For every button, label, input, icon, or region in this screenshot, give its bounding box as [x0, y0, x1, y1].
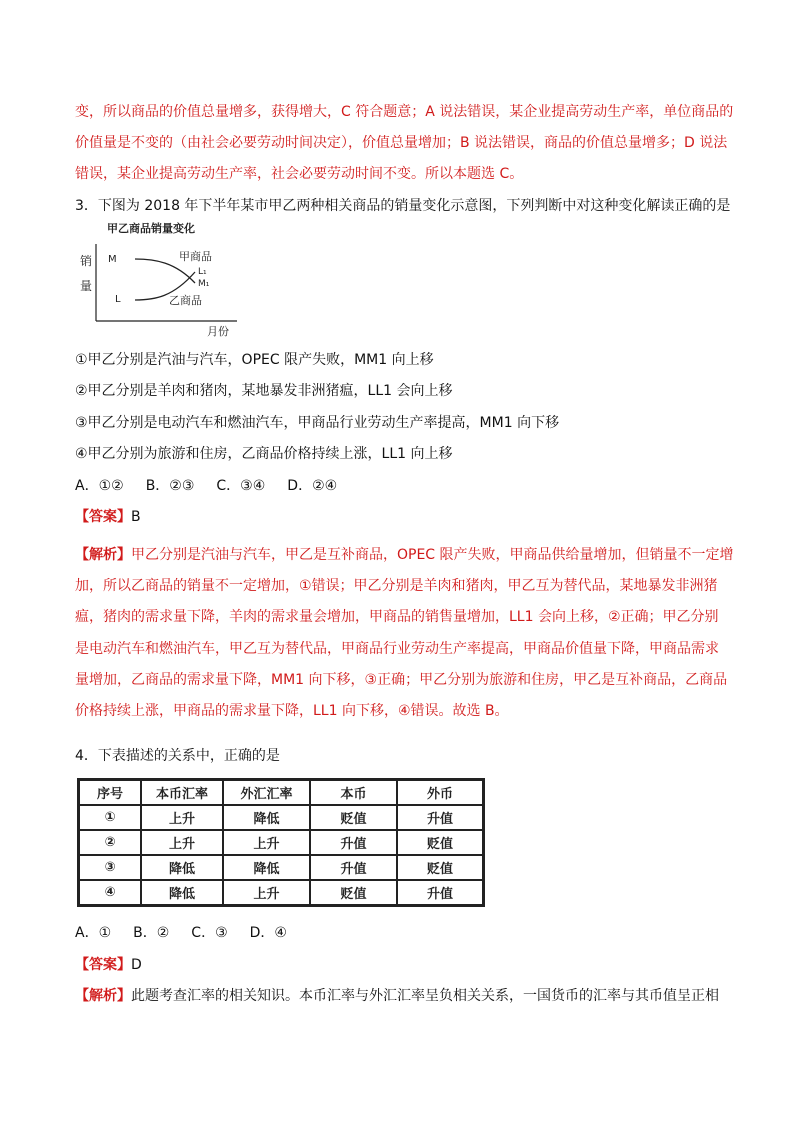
q3-analysis-line: 量增加，乙商品的需求量下降，MM1 向下移，③正确；甲乙分别为旅游和住房，甲乙是互补商品，乙商品 — [75, 672, 728, 688]
y-label-2: 量 — [80, 279, 93, 293]
q4-analysis-line — [75, 986, 719, 1006]
label-l1: L₁ — [198, 267, 207, 277]
q3-option-d[interactable]: D．②④ — [287, 478, 338, 494]
answer-value: D — [131, 957, 142, 973]
table-cell: 降低 — [141, 880, 223, 906]
table-row — [79, 830, 484, 855]
series-jia-label: 甲商品 — [179, 250, 212, 263]
label-m: M — [108, 254, 117, 265]
table-cell: 贬值 — [310, 805, 397, 830]
q3-analysis-line: 价格持续上涨，甲商品的需求量下降，LL1 向下移，④错误。故选 B。 — [75, 703, 509, 719]
table-row — [79, 805, 484, 830]
intro-line: 变，所以商品的价值总量增多，获得增大，C 符合题意；A 说法错误，某企业提高劳动生产率，单位商品的 — [75, 104, 734, 120]
table-cell: 上升 — [223, 830, 310, 855]
table-header: 本币 — [310, 780, 397, 806]
x-label: 月份 — [207, 325, 229, 338]
series-yi-label: 乙商品 — [169, 294, 202, 307]
answer-tag: 【答案】 — [75, 509, 131, 525]
y-label-1: 销 — [80, 254, 93, 268]
answer-value: B — [131, 509, 141, 525]
intro-line: 错误，某企业提高劳动生产率，社会必要劳动时间不变。所以本题选 C。 — [75, 166, 524, 182]
q3-options — [75, 476, 359, 496]
q3-analysis-line: 加，所以乙商品的销量不一定增加，①错误；甲乙分别是羊肉和猪肉，甲乙互为替代品，某地暴发非洲猪 — [75, 578, 718, 594]
table-cell: ② — [79, 830, 142, 855]
intro-line: 价值量是不变的（由社会必要劳动时间决定），价值总量增加；B 说法错误，商品的价值总量增多；D 说法 — [75, 135, 728, 151]
q4-answer — [75, 955, 142, 975]
answer-tag: 【答案】 — [75, 957, 131, 973]
analysis-text: 甲乙分别是汽油与汽车，甲乙是互补商品，OPEC 限产失败，甲商品供给量增加，但销量不一定增 — [131, 547, 734, 563]
table-header: 序号 — [79, 780, 142, 806]
q3-analysis-line — [75, 545, 734, 565]
q3-option-c[interactable]: C．③④ — [216, 478, 266, 494]
q3-stem: 3．下图为 2018 年下半年某市甲乙两种相关商品的销量变化示意图，下列判断中对这种变化解读正确的是 — [75, 198, 731, 214]
table-cell: 升值 — [397, 805, 484, 830]
table-cell: 上升 — [141, 805, 223, 830]
label-m1: M₁ — [198, 279, 210, 289]
table-row — [79, 855, 484, 880]
exchange-rate-table — [77, 778, 485, 907]
table-cell: 升值 — [310, 830, 397, 855]
q4-options — [75, 923, 309, 943]
table-cell: ③ — [79, 855, 142, 880]
table-cell: ① — [79, 805, 142, 830]
table-cell: 上升 — [223, 880, 310, 906]
analysis-text: 此题考查汇率的相关知识。本币汇率与外汇汇率呈负相关关系，一国货币的汇率与其币值呈正相 — [131, 988, 719, 1004]
table-cell: 升值 — [397, 880, 484, 906]
table-cell: 上升 — [141, 830, 223, 855]
table-header-row — [79, 780, 484, 806]
table-cell: 贬值 — [397, 855, 484, 880]
q4-option-a[interactable]: A．① — [75, 925, 112, 941]
label-l: L — [115, 294, 121, 305]
table-header: 本币汇率 — [141, 780, 223, 806]
chart-title: 甲乙商品销量变化 — [107, 222, 195, 235]
analysis-tag: 【解析】 — [75, 988, 131, 1004]
q3-option-b[interactable]: B．②③ — [145, 478, 195, 494]
q4-option-d[interactable]: D．④ — [249, 925, 287, 941]
table-row — [79, 880, 484, 906]
table-header: 外汇汇率 — [223, 780, 310, 806]
table-cell: 贬值 — [310, 880, 397, 906]
q3-item-4: ④甲乙分别为旅游和住房，乙商品价格持续上涨，LL1 向上移 — [75, 446, 453, 462]
q3-item-2: ②甲乙分别是羊肉和猪肉，某地暴发非洲猪瘟，LL1 会向上移 — [75, 383, 453, 399]
q3-analysis-line: 是电动汽车和燃油汽车，甲乙互为替代品，甲商品行业劳动生产率提高，甲商品价值量下降，甲商品需求 — [75, 641, 719, 657]
table-cell: ④ — [79, 880, 142, 906]
table-header: 外币 — [397, 780, 484, 806]
q3-item-3: ③甲乙分别是电动汽车和燃油汽车，甲商品行业劳动生产率提高，MM1 向下移 — [75, 415, 560, 431]
q3-sales-chart — [75, 218, 250, 340]
q4-option-c[interactable]: C．③ — [191, 925, 228, 941]
q3-answer — [75, 507, 141, 527]
q3-option-a[interactable]: A．①② — [75, 478, 124, 494]
table-cell: 升值 — [310, 855, 397, 880]
analysis-tag: 【解析】 — [75, 547, 131, 563]
table-cell: 降低 — [223, 805, 310, 830]
q4-stem: 4．下表描述的关系中，正确的是 — [75, 748, 280, 764]
q4-option-b[interactable]: B．② — [133, 925, 170, 941]
table-cell: 降低 — [223, 855, 310, 880]
q3-analysis-line: 瘟，猪肉的需求量下降，羊肉的需求量会增加，甲商品的销售量增加，LL1 会向上移，②正确；甲乙分别 — [75, 609, 719, 625]
q3-item-1: ①甲乙分别是汽油与汽车，OPEC 限产失败，MM1 向上移 — [75, 352, 434, 368]
table-cell: 降低 — [141, 855, 223, 880]
table-cell: 贬值 — [397, 830, 484, 855]
